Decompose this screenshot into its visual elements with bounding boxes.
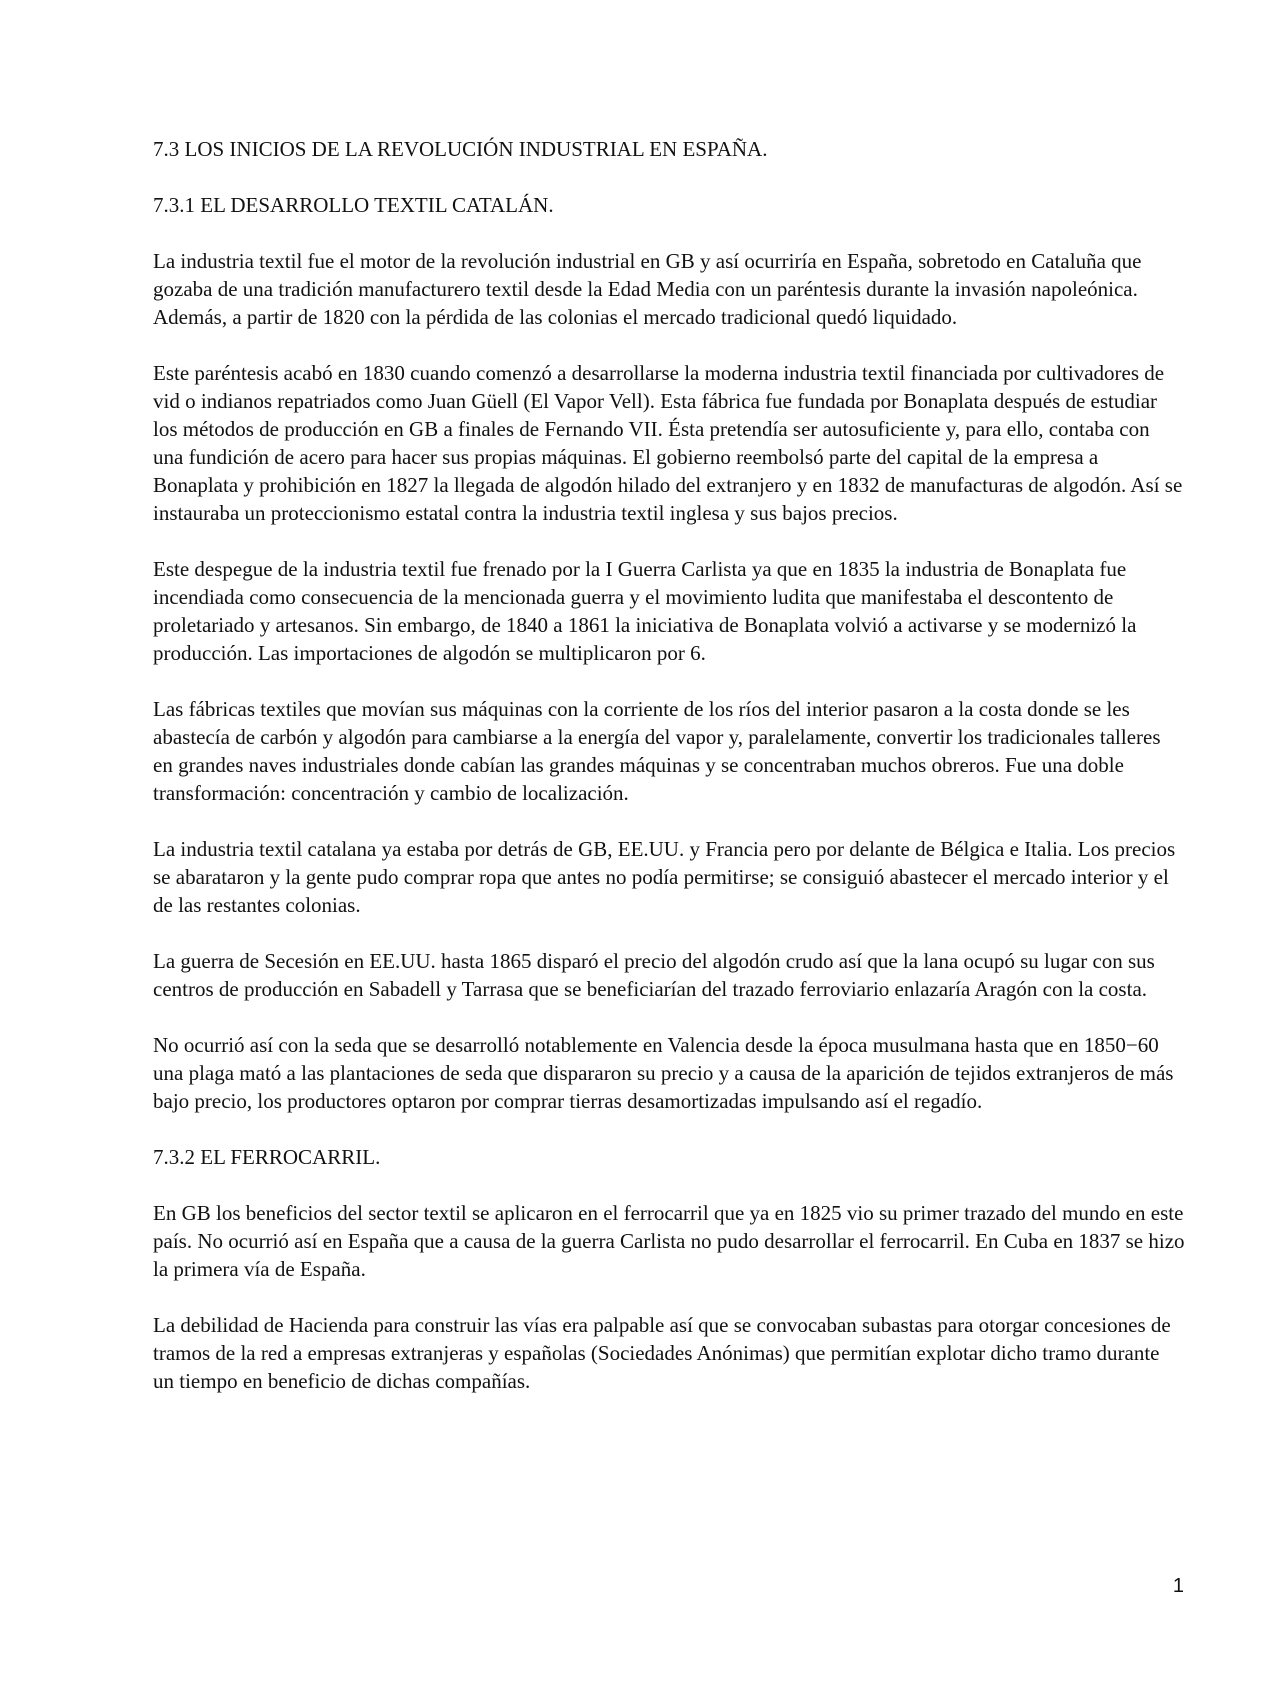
- section-heading-textil: 7.3.1 EL DESARROLLO TEXTIL CATALÁN.: [153, 193, 554, 217]
- paragraph-ferrocarril-gb: En GB los beneficios del sector textil se aplicaron en el ferrocarril que ya en 1825 vio su primer trazado del mundo en este país. No ocurrió así en España que a causa de la guerra Carlista no pudo desarrollar el ferrocarril. En Cuba en 1837 se hizo la primera vía de España.: [153, 1201, 1185, 1281]
- paragraph-seda-valencia: No ocurrió así con la seda que se desarrolló notablemente en Valencia desde la época musulmana hasta que en 1850−60 una plaga mató a las plantaciones de seda que dispararon su precio y a causa de la aparición de tejidos extranjeros de más bajo precio, los productores optaron por comprar tierras desamortizadas impulsando así el regadío.: [153, 1033, 1174, 1113]
- paragraph-guerra-carlista: Este despegue de la industria textil fue frenado por la I Guerra Carlista ya que en 1835 la industria de Bonaplata fue incendiada como consecuencia de la mencionada guerra y el movimiento ludita que manifestaba el descontento de proletariado y artesanos. Sin embargo, de 1840 a 1861 la iniciativa de Bonaplata volvió a activarse y se modernizó la producción. Las importaciones de algodón se multiplicaron por 6.: [153, 557, 1137, 665]
- document-body: [153, 135, 1185, 1423]
- paragraph-guerra-secesion: La guerra de Secesión en EE.UU. hasta 1865 disparó el precio del algodón crudo así que la lana ocupó su lugar con sus centros de producción en Sabadell y Tarrasa que se beneficiarían del trazado ferroviario enlazaría Aragón con la costa.: [153, 949, 1155, 1001]
- section-heading-ferrocarril: 7.3.2 EL FERROCARRIL.: [153, 1145, 381, 1169]
- page-number: 1: [1172, 1575, 1184, 1597]
- paragraph-industria-catalana: La industria textil catalana ya estaba por detrás de GB, EE.UU. y Francia pero por delante de Bélgica e Italia. Los precios se abarataron y la gente pudo comprar ropa que antes no podía permitirse; se consiguió abastecer el mercado interior y el de las restantes colonias.: [153, 837, 1176, 917]
- paragraph-fabricas-costa: Las fábricas textiles que movían sus máquinas con la corriente de los ríos del interior pasaron a la costa donde se les abastecía de carbón y algodón para cambiarse a la energía del vapor y, paralelamente, convertir los tradicionales talleres en grandes naves industriales donde cabían las grandes máquinas y se concentraban muchos obreros. Fue una doble transformación: concentración y cambio de localización.: [153, 697, 1161, 805]
- section-heading-main: 7.3 LOS INICIOS DE LA REVOLUCIÓN INDUSTRIAL EN ESPAÑA.: [153, 137, 768, 161]
- paragraph-hacienda-subastas: La debilidad de Hacienda para construir las vías era palpable así que se convocaban subastas para otorgar concesiones de tramos de la red a empresas extranjeras y españolas (Sociedades Anónimas) que permitían explotar dicho tramo durante un tiempo en beneficio de dichas compañías.: [153, 1313, 1171, 1393]
- paragraph-textil-1830: Este paréntesis acabó en 1830 cuando comenzó a desarrollarse la moderna industria textil financiada por cultivadores de vid o indianos repatriados como Juan Güell (El Vapor Vell). Esta fábrica fue fundada por Bonaplata después de estudiar los métodos de producción en GB a finales de Fernando VII. Ésta pretendía ser autosuficiente y, para ello, contaba con una fundición de acero para hacer sus propias máquinas. El gobierno reembolsó parte del capital de la empresa a Bonaplata y prohibición en 1827 la llegada de algodón hilado del extranjero y en 1832 de manufacturas de algodón. Así se instauraba un proteccionismo estatal contra la industria textil inglesa y sus bajos precios.: [153, 361, 1183, 525]
- paragraph-textil-motor: La industria textil fue el motor de la revolución industrial en GB y así ocurriría en España, sobretodo en Cataluña que gozaba de una tradición manufacturero textil desde la Edad Media con un paréntesis durante la invasión napoleónica. Además, a partir de 1820 con la pérdida de las colonias el mercado tradicional quedó liquidado.: [153, 249, 1142, 329]
